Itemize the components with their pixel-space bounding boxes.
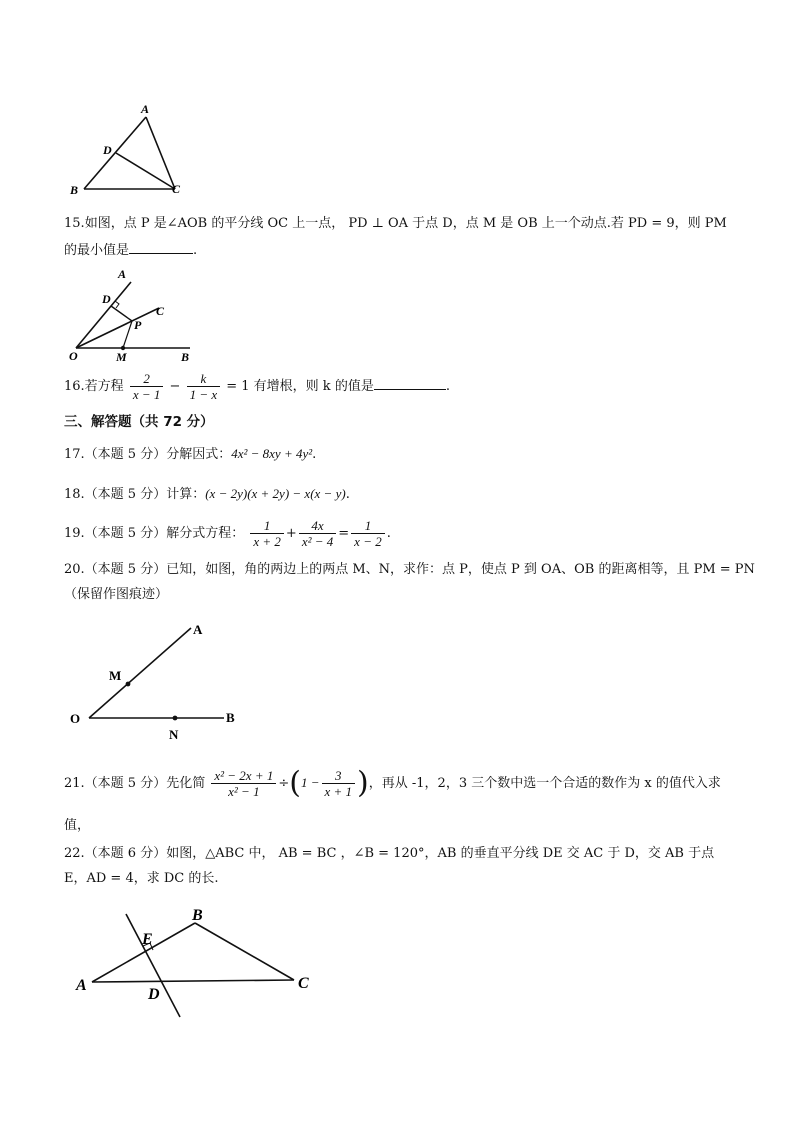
q15-line2-suffix: . [193, 243, 198, 258]
label-c: C [172, 182, 181, 196]
label-n: N [169, 727, 179, 742]
segment-pd [111, 306, 132, 321]
q17-text [64, 443, 316, 466]
q20-text-line1: 20.（本题 5 分）已知，如图，角的两边上的两点 M、N，求作：点 P，使点 P 到 OA、OB 的距离相等，且 PM = PN [64, 562, 755, 577]
q20-text-line2: （保留作图痕迹） [64, 587, 169, 602]
section-heading-3: 三、解答题（共 72 分） [64, 414, 214, 430]
q19-fraction-1: $\frac{1}{x + 2}$ [250, 518, 284, 549]
q15-text-line2 [64, 239, 197, 262]
figure-angle-mn-q20 [64, 614, 254, 744]
right-angle-mark [115, 301, 119, 308]
label-d: D [148, 986, 160, 1003]
segment-ac [146, 117, 175, 189]
segment-dc [116, 153, 175, 189]
q21-one-minus: 1 − [300, 775, 320, 790]
q15-line2-prefix: 的最小值是 [64, 243, 130, 258]
q19-equals: = [338, 526, 350, 541]
label-b: B [226, 710, 235, 725]
q16-suffix: . [445, 379, 450, 394]
q16-text [64, 370, 450, 404]
q21-rest: ，再从 -1，2，3 三个数中选一个合适的数作为 x 的值代入求 [368, 776, 721, 791]
label-a: A [76, 977, 87, 994]
label-m: M [109, 668, 122, 683]
label-c: C [298, 975, 309, 992]
label-c: C [156, 304, 165, 318]
q16-fraction-1: $\frac{2}{x - 1}$ [130, 371, 164, 402]
q16-equation-rest: = 1 有增根，则 k 的值是 [226, 379, 374, 394]
figure-angle-bisector-q15 [64, 266, 204, 366]
q21-fraction-2: $\frac{3}{x + 1}$ [322, 768, 356, 799]
q16-prefix: 16.若方程 [64, 379, 124, 394]
q22-text-line2: E，AD = 4，求 DC 的长. [64, 871, 219, 886]
label-a: A [118, 267, 127, 281]
segment-bc [195, 923, 294, 980]
q21-label: 21.（本题 5 分）先化简 [64, 776, 206, 791]
label-b: B [70, 183, 79, 197]
q15-text-line1 [64, 213, 727, 235]
label-p: P [134, 318, 142, 332]
label-a: A [193, 622, 203, 637]
q15-statement: 如图，点 P 是∠AOB 的平分线 OC 上一点， PD ⊥ OA 于点 D，点 M 是 OB 上一个动点.若 PD = 9，则 PM [84, 216, 727, 231]
q21-fraction-1: $\frac{\text{x² − 2x + 1}}{\text{x² − 1}}$ [211, 768, 276, 799]
q21-right-paren: ) [357, 765, 369, 801]
figure-triangle-abc-q22 [64, 898, 334, 1023]
q21-left-paren: ( [289, 765, 301, 801]
label-b: B [192, 907, 203, 924]
segment-ac [92, 980, 294, 982]
label-o: O [69, 349, 78, 363]
label-o: O [70, 711, 81, 726]
q21-text-line1 [64, 763, 721, 804]
q18-expression: (x − 2y)(x + 2y) − x(x − y) [205, 486, 346, 501]
q17-label: 17.（本题 5 分）分解因式： [64, 447, 232, 462]
label-d: D [102, 292, 111, 306]
label-d: D [103, 143, 112, 157]
q19-end: . [386, 526, 391, 541]
q16-fraction-2: $\frac{k}{1 - x}$ [187, 371, 221, 402]
q22-text-line1: 22.（本题 6 分）如图，△ABC 中， AB = BC ，∠B = 120°，AB 的垂直平分线 DE 交 AC 于 D，交 AB 于点 [64, 846, 715, 861]
q21-divide: ÷ [278, 776, 290, 791]
segment-ab [84, 117, 146, 189]
q16-answer-blank[interactable] [374, 375, 446, 390]
label-b: B [181, 350, 190, 364]
q15-number: 15. [64, 216, 85, 231]
q15-answer-blank[interactable] [129, 239, 193, 254]
q19-label: 19.（本题 5 分）解分式方程： [64, 526, 245, 541]
q18-text [64, 483, 350, 506]
ray-oc [76, 308, 159, 348]
label-a: A [141, 102, 150, 116]
point-n [173, 716, 178, 721]
q21-text-line2: 值， [64, 818, 91, 833]
q19-fraction-3: $\frac{1}{x - 2}$ [351, 518, 385, 549]
q19-text [64, 516, 391, 552]
q19-fraction-2: $\frac{4x}{\text{x² − 4}}$ [299, 518, 336, 549]
q18-label: 18.（本题 5 分）计算： [64, 487, 206, 502]
label-m: M [116, 350, 127, 364]
figure-triangle-abc-top [64, 98, 194, 198]
label-e: E [142, 931, 153, 948]
point-m [126, 682, 131, 687]
q17-end: . [312, 447, 317, 462]
q16-minus: − [169, 379, 181, 394]
ray-oa [89, 628, 191, 718]
q19-plus: + [285, 526, 297, 541]
q18-end: . [345, 487, 350, 502]
q17-expression: 4x² − 8xy + 4y² [231, 446, 313, 461]
